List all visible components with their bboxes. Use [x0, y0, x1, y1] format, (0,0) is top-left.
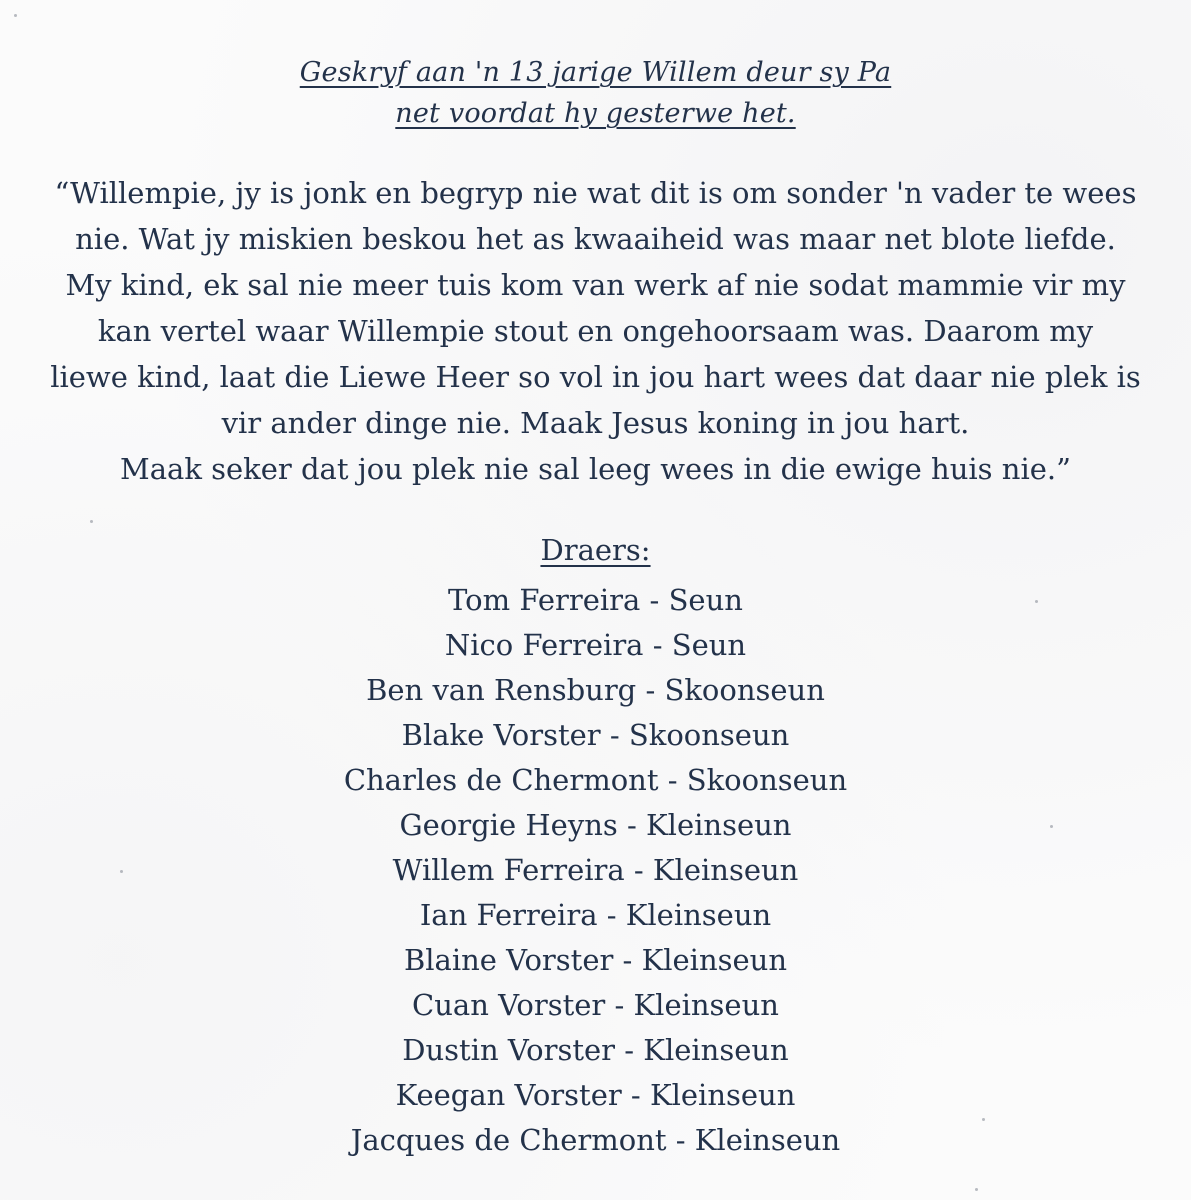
page-heading — [0, 52, 1191, 134]
scan-speck — [90, 520, 93, 523]
list-item: Tom Ferreira - Seun — [448, 583, 743, 617]
pallbearers-heading — [0, 530, 1191, 570]
heading-line-1: Geskryf aan 'n 13 jarige Willem deur sy Pa — [299, 57, 892, 88]
list-item: Charles de Chermont - Skoonseun — [343, 763, 848, 797]
quote-line: nie. Wat jy miskien beskou het as kwaaiheid was maar net blote liefde. — [75, 222, 1116, 256]
quote-line: Maak seker dat jou plek nie sal leeg wees in die ewige huis nie.” — [120, 452, 1071, 486]
list-item: Jacques de Chermont - Kleinseun — [350, 1123, 841, 1157]
quote-line: kan vertel waar Willempie stout en ongehoorsaam was. Daarom my — [97, 314, 1094, 348]
list-item: Keegan Vorster - Kleinseun — [395, 1078, 796, 1112]
list-item: Georgie Heyns - Kleinseun — [399, 808, 792, 842]
list-item: Nico Ferreira - Seun — [444, 628, 747, 662]
scan-speck — [1050, 825, 1053, 828]
scan-speck — [120, 870, 123, 873]
list-item: Cuan Vorster - Kleinseun — [412, 988, 779, 1022]
scan-speck — [14, 14, 17, 17]
list-item: Willem Ferreira - Kleinseun — [392, 853, 799, 887]
pallbearers-title: Draers: — [540, 533, 651, 567]
quote-line: “Willempie, jy is jonk en begryp nie wat dit is om sonder 'n vader te wees — [54, 176, 1137, 210]
scan-speck — [975, 1188, 978, 1191]
quote-line: vir ander dinge nie. Maak Jesus koning in jou hart. — [221, 406, 970, 440]
list-item: Blake Vorster - Skoonseun — [401, 718, 790, 752]
list-item: Ian Ferreira - Kleinseun — [419, 898, 772, 932]
heading-line-2: net voordat hy gesterwe het. — [395, 98, 796, 129]
quote-line: liewe kind, laat die Liewe Heer so vol in jou hart wees dat daar nie plek is — [50, 360, 1141, 394]
list-item: Ben van Rensburg - Skoonseun — [366, 673, 825, 707]
father-quote — [20, 170, 1171, 492]
pallbearers-list — [0, 578, 1191, 1163]
scan-speck — [982, 1118, 985, 1121]
list-item: Dustin Vorster - Kleinseun — [402, 1033, 789, 1067]
quote-line: My kind, ek sal nie meer tuis kom van werk af nie sodat mammie vir my — [65, 268, 1126, 302]
scan-speck — [1035, 600, 1038, 603]
list-item: Blaine Vorster - Kleinseun — [403, 943, 788, 977]
